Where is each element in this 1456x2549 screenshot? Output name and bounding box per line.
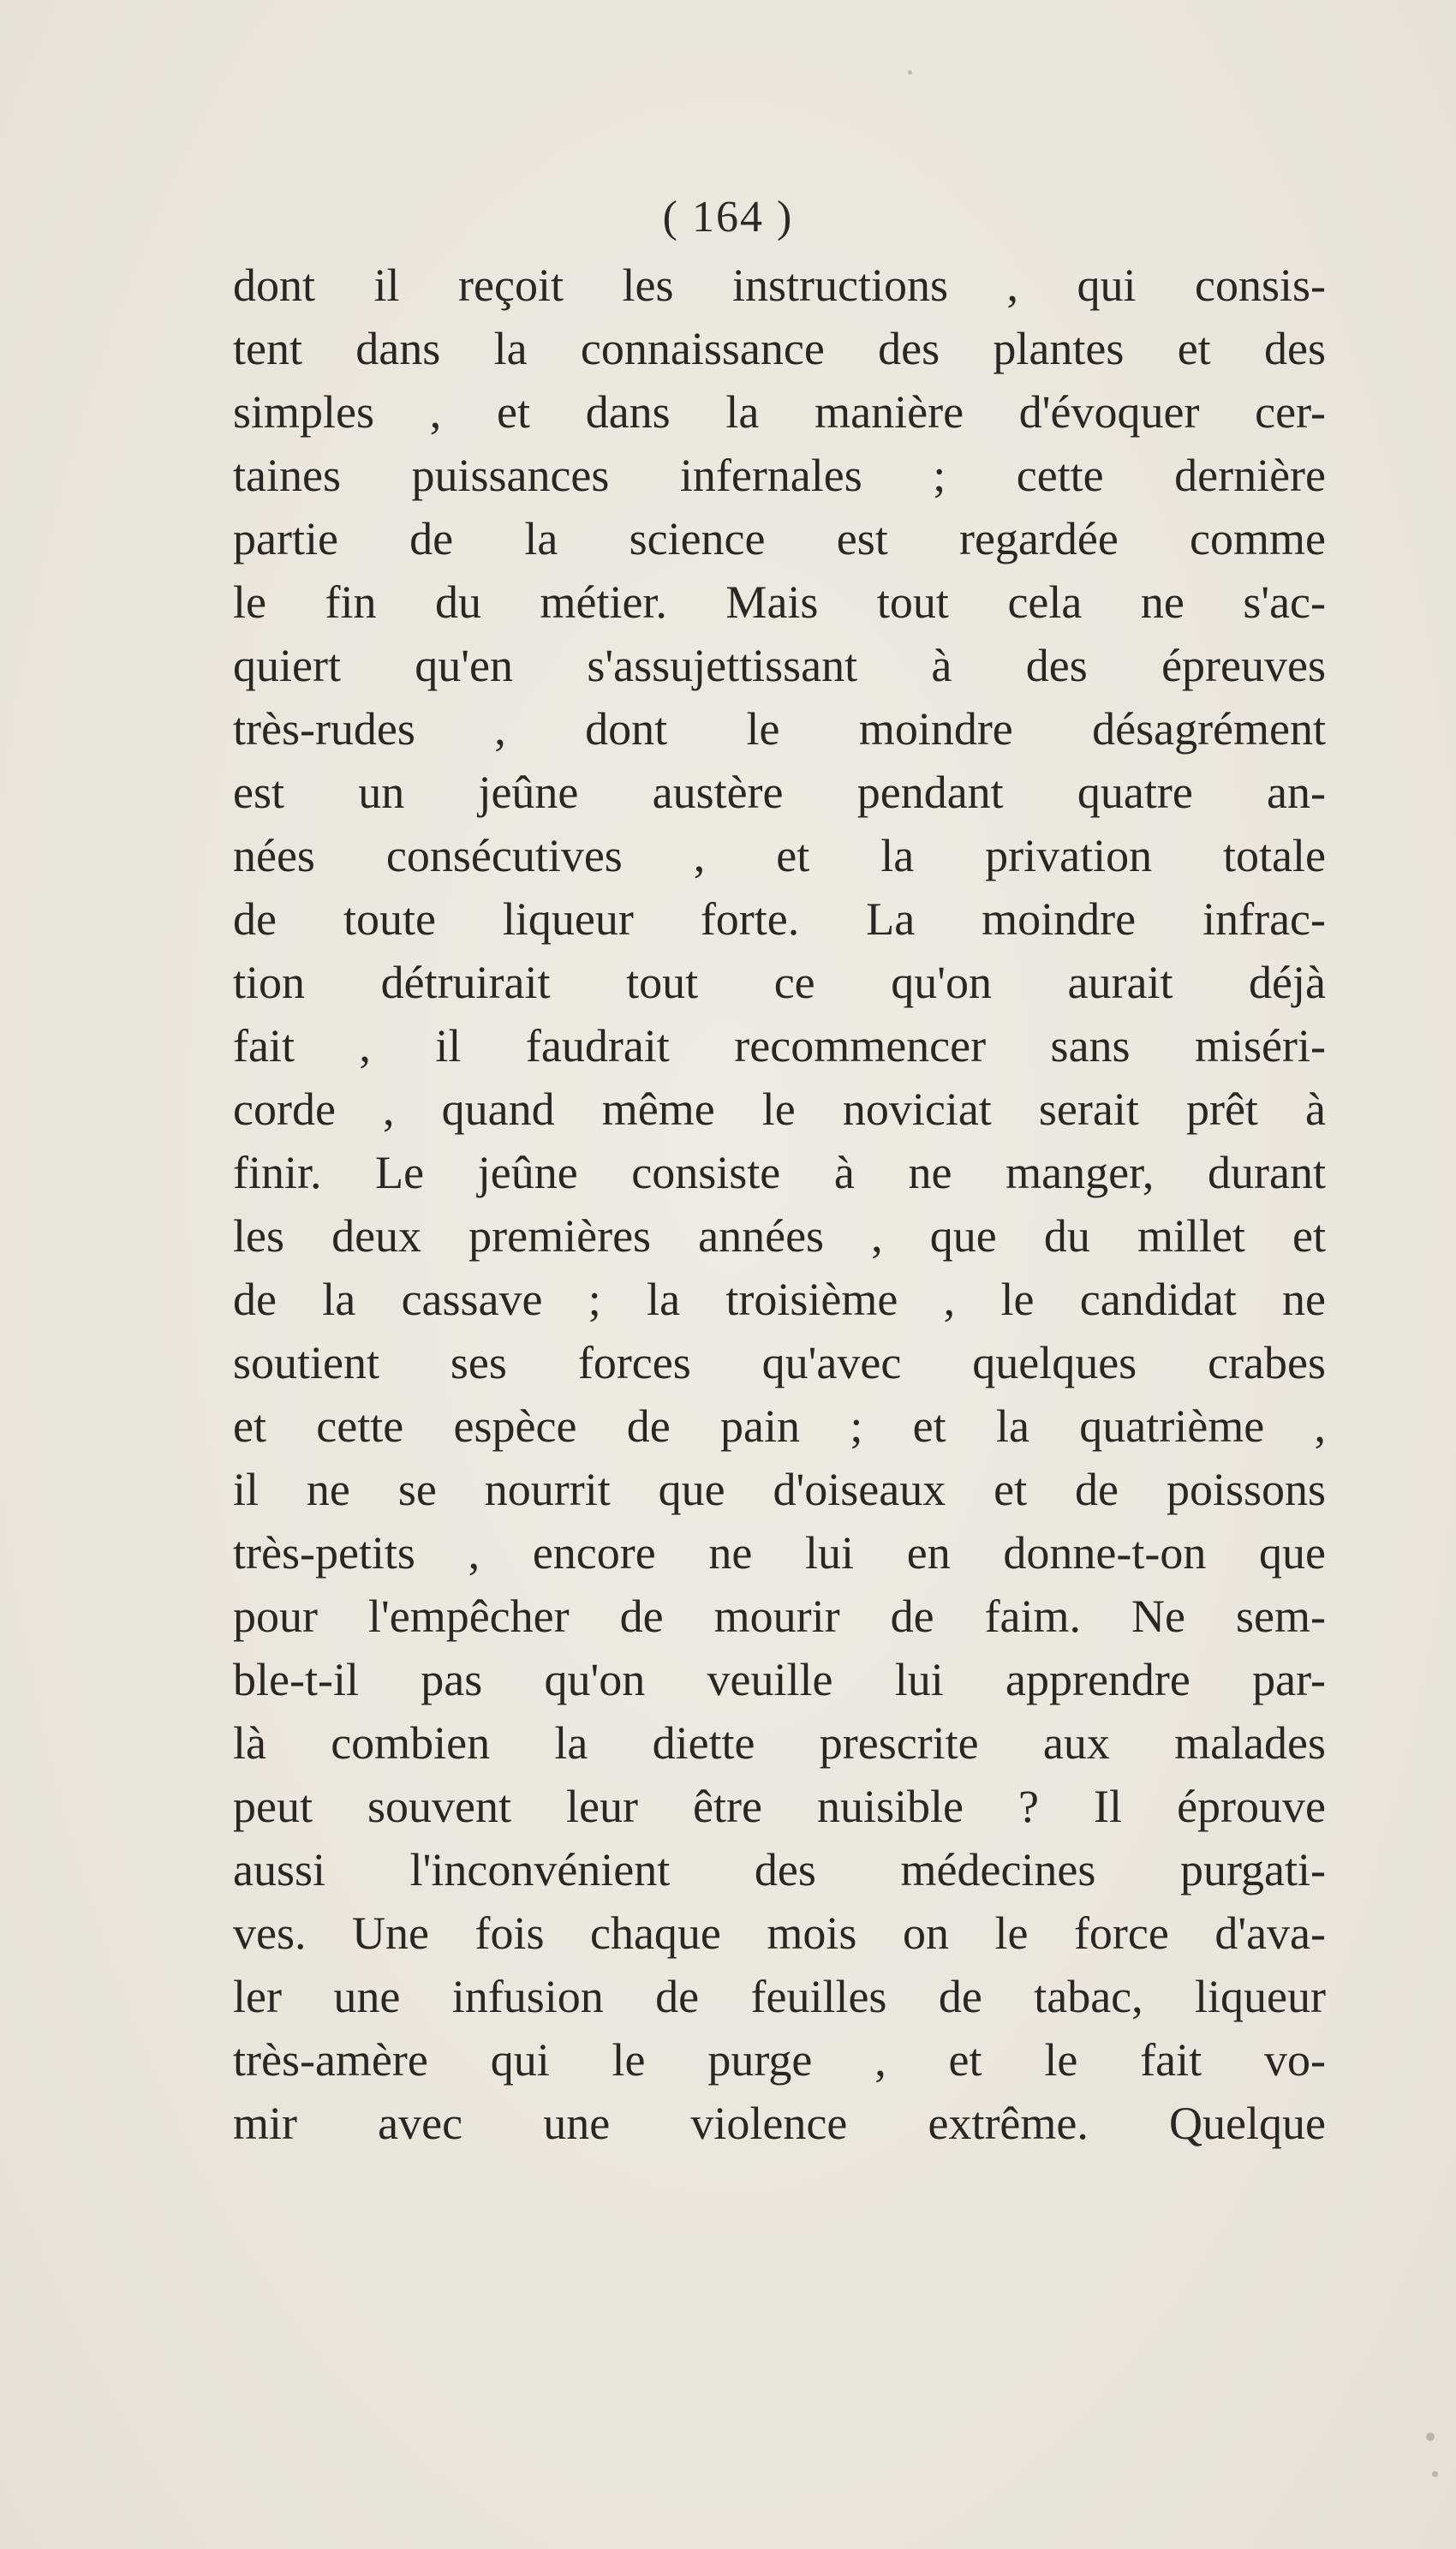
text-line: soutient ses forces qu'avec quelques crabes: [233, 1337, 1326, 1388]
text-line: taines puissances infernales ; cette dernière: [233, 450, 1326, 501]
text-line: il ne se nourrit que d'oiseaux et de poissons: [233, 1464, 1326, 1515]
text-line: aussi l'inconvénient des médecines purgati-: [233, 1844, 1326, 1895]
text-line: pour l'empêcher de mourir de faim. Ne sem-: [233, 1591, 1326, 1642]
text-line: les deux premières années , que du millet et: [233, 1210, 1326, 1262]
text-line: peut souvent leur être nuisible ? Il éprouve: [233, 1781, 1326, 1832]
text-line: ler une infusion de feuilles de tabac, liqueur: [233, 1971, 1326, 2022]
text-line: nées consécutives , et la privation totale: [233, 830, 1326, 881]
text-line: est un jeûne austère pendant quatre an-: [233, 767, 1326, 818]
paper-speck: [1432, 2471, 1438, 2477]
text-line: très-petits , encore ne lui en donne-t-on que: [233, 1527, 1326, 1579]
text-line: ble-t-il pas qu'on veuille lui apprendre par-: [233, 1654, 1326, 1705]
text-line: mir avec une violence extrême. Quelque: [233, 2098, 1326, 2149]
paper-speck: [908, 70, 912, 75]
text-line: de toute liqueur forte. La moindre infrac-: [233, 893, 1326, 945]
text-line: finir. Le jeûne consiste à ne manger, durant: [233, 1147, 1326, 1198]
text-line: de la cassave ; la troisième , le candidat ne: [233, 1274, 1326, 1325]
page-number: ( 164 ): [662, 193, 794, 242]
text-line: partie de la science est regardée comme: [233, 513, 1326, 564]
text-line: tion détruirait tout ce qu'on aurait déjà: [233, 957, 1326, 1008]
text-line: et cette espèce de pain ; et la quatrième ,: [233, 1400, 1326, 1452]
text-line: là combien la diette prescrite aux malades: [233, 1717, 1326, 1769]
text-line: ves. Une fois chaque mois on le force d'ava-: [233, 1907, 1326, 1959]
text-line: corde , quand même le noviciat serait prêt à: [233, 1083, 1326, 1135]
text-line: fait , il faudrait recommencer sans miséri-: [233, 1020, 1326, 1072]
body-text: [233, 254, 1326, 2155]
text-line: dont il reçoit les instructions , qui consis-: [233, 260, 1326, 311]
text-line: le fin du métier. Mais tout cela ne s'ac-: [233, 576, 1326, 628]
text-line: très-rudes , dont le moindre désagrément: [233, 703, 1326, 755]
text-line: quiert qu'en s'assujettissant à des épreuves: [233, 640, 1326, 691]
paper-speck: [1426, 2433, 1435, 2441]
text-line: tent dans la connaissance des plantes et des: [233, 323, 1326, 374]
text-line: simples , et dans la manière d'évoquer cer-: [233, 386, 1326, 438]
text-line: très-amère qui le purge , et le fait vo-: [233, 2034, 1326, 2086]
